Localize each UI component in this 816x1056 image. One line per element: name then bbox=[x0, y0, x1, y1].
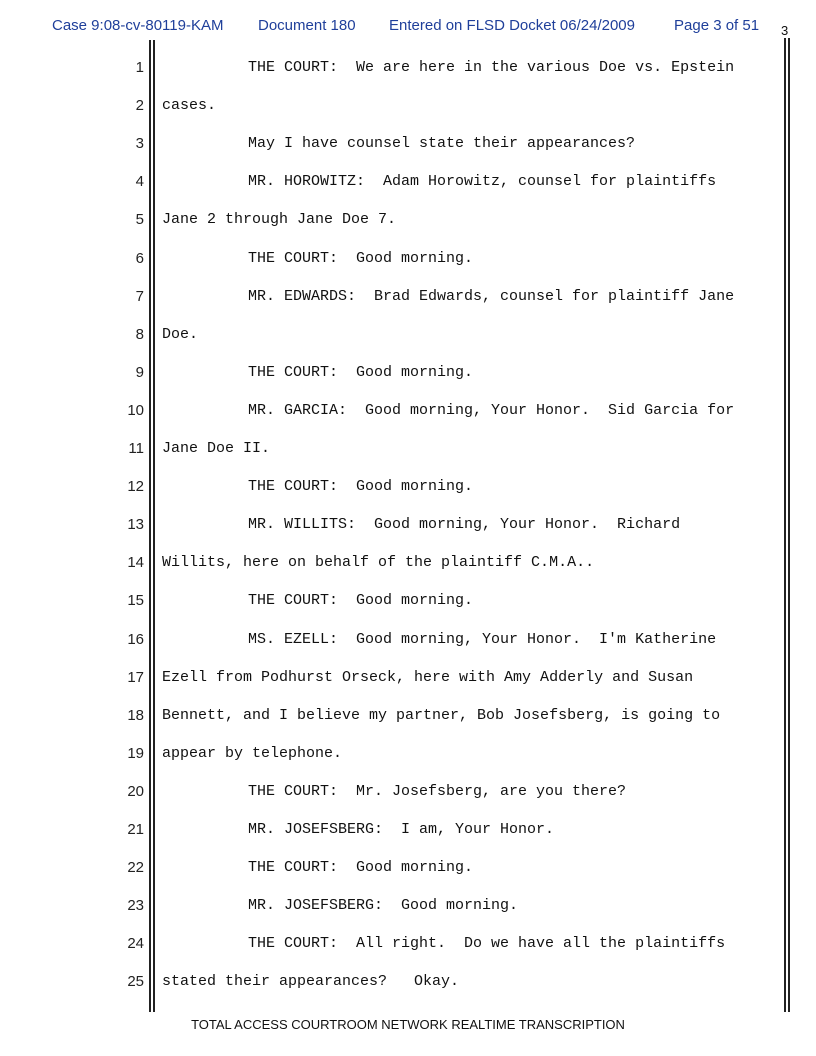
line-text: Jane 2 through Jane Doe 7. bbox=[162, 211, 397, 229]
line-number: 11 bbox=[128, 440, 144, 457]
line-text: THE COURT: Good morning. bbox=[248, 592, 474, 610]
line-number: 25 bbox=[127, 973, 144, 991]
transcript-page-number: 3 bbox=[781, 23, 789, 38]
transcript-line bbox=[0, 364, 816, 388]
docket-entry-date: Entered on FLSD Docket 06/24/2009 bbox=[389, 17, 635, 34]
transcript-line bbox=[0, 250, 816, 274]
line-text: MR. EDWARDS: Brad Edwards, counsel for plaintiff Jane bbox=[248, 287, 735, 305]
line-number: 1 bbox=[135, 59, 144, 76]
line-number: 10 bbox=[127, 401, 144, 419]
line-number: 9 bbox=[135, 363, 144, 381]
line-number: 13 bbox=[127, 516, 144, 534]
docket-header bbox=[52, 17, 776, 37]
line-number: 2 bbox=[135, 97, 144, 115]
line-number: 22 bbox=[127, 859, 144, 877]
line-number: 19 bbox=[127, 744, 144, 762]
transcript-line bbox=[0, 935, 816, 959]
line-number: 5 bbox=[135, 211, 144, 229]
line-text: cases. bbox=[162, 97, 217, 115]
line-text: Bennett, and I believe my partner, Bob Josefsberg, is going to bbox=[162, 706, 721, 724]
transcript-line bbox=[0, 707, 816, 731]
line-number: 18 bbox=[127, 706, 144, 724]
transcript-line bbox=[0, 821, 816, 845]
transcript-line bbox=[0, 897, 816, 921]
transcript-line bbox=[0, 516, 816, 540]
line-text: MR. GARCIA: Good morning, Your Honor. Sid Garcia for bbox=[248, 401, 735, 419]
transcript-line bbox=[0, 745, 816, 769]
line-number: 6 bbox=[135, 249, 144, 267]
line-number: 16 bbox=[127, 630, 144, 648]
line-text: appear by telephone. bbox=[162, 744, 343, 762]
transcript-line bbox=[0, 973, 816, 997]
transcript-line bbox=[0, 288, 816, 312]
transcript-line bbox=[0, 554, 816, 578]
line-number: 3 bbox=[135, 135, 144, 153]
transcript-line bbox=[0, 783, 816, 807]
line-number: 23 bbox=[127, 897, 144, 915]
line-text: THE COURT: Good morning. bbox=[248, 363, 474, 381]
line-text: MR. JOSEFSBERG: Good morning. bbox=[248, 897, 519, 915]
transcript-line bbox=[0, 440, 816, 464]
line-text: Willits, here on behalf of the plaintiff C.M.A.. bbox=[162, 554, 595, 572]
transcript-line bbox=[0, 97, 816, 121]
line-text: THE COURT: Good morning. bbox=[248, 478, 474, 496]
line-text: THE COURT: All right. Do we have all the plaintiffs bbox=[248, 935, 726, 953]
line-text: THE COURT: Good morning. bbox=[248, 859, 474, 877]
line-number: 20 bbox=[127, 782, 144, 800]
line-text: THE COURT: We are here in the various Doe vs. Epstein bbox=[248, 59, 735, 76]
transcript-line bbox=[0, 326, 816, 350]
line-number: 17 bbox=[127, 668, 144, 686]
transcription-footer: TOTAL ACCESS COURTROOM NETWORK REALTIME TRANSCRIPTION bbox=[191, 1017, 625, 1032]
line-text: stated their appearances? Okay. bbox=[162, 973, 460, 991]
transcript-line bbox=[0, 669, 816, 693]
line-text: THE COURT: Mr. Josefsberg, are you there? bbox=[248, 782, 627, 800]
transcript-line bbox=[0, 402, 816, 426]
transcript-line bbox=[0, 631, 816, 655]
line-text: Doe. bbox=[162, 325, 199, 343]
transcript-line bbox=[0, 135, 816, 159]
line-text: MR. WILLITS: Good morning, Your Honor. Richard bbox=[248, 516, 681, 534]
line-number: 7 bbox=[135, 287, 144, 305]
line-text: Ezell from Podhurst Orseck, here with Amy Adderly and Susan bbox=[162, 668, 694, 686]
line-number: 4 bbox=[135, 173, 144, 191]
line-number: 14 bbox=[127, 554, 144, 572]
line-text: MS. EZELL: Good morning, Your Honor. I'm Katherine bbox=[248, 630, 717, 648]
line-text: MR. HOROWITZ: Adam Horowitz, counsel for plaintiffs bbox=[248, 173, 717, 191]
transcript-line bbox=[0, 211, 816, 235]
transcript-line bbox=[0, 859, 816, 883]
line-text: MR. JOSEFSBERG: I am, Your Honor. bbox=[248, 821, 555, 838]
line-text: THE COURT: Good morning. bbox=[248, 249, 474, 267]
transcript-line bbox=[0, 59, 816, 83]
case-number: Case 9:08-cv-80119-KAM bbox=[52, 17, 224, 34]
transcript-line bbox=[0, 173, 816, 197]
document-number: Document 180 bbox=[258, 17, 356, 34]
transcript-line bbox=[0, 592, 816, 616]
line-number: 21 bbox=[127, 821, 144, 838]
line-text: May I have counsel state their appearances? bbox=[248, 135, 636, 153]
page-count: Page 3 of 51 bbox=[674, 17, 760, 34]
line-text: Jane Doe II. bbox=[162, 440, 271, 457]
line-number: 24 bbox=[127, 935, 144, 953]
line-number: 15 bbox=[127, 592, 144, 610]
line-number: 8 bbox=[135, 325, 144, 343]
line-number: 12 bbox=[127, 478, 144, 496]
transcript-line bbox=[0, 478, 816, 502]
